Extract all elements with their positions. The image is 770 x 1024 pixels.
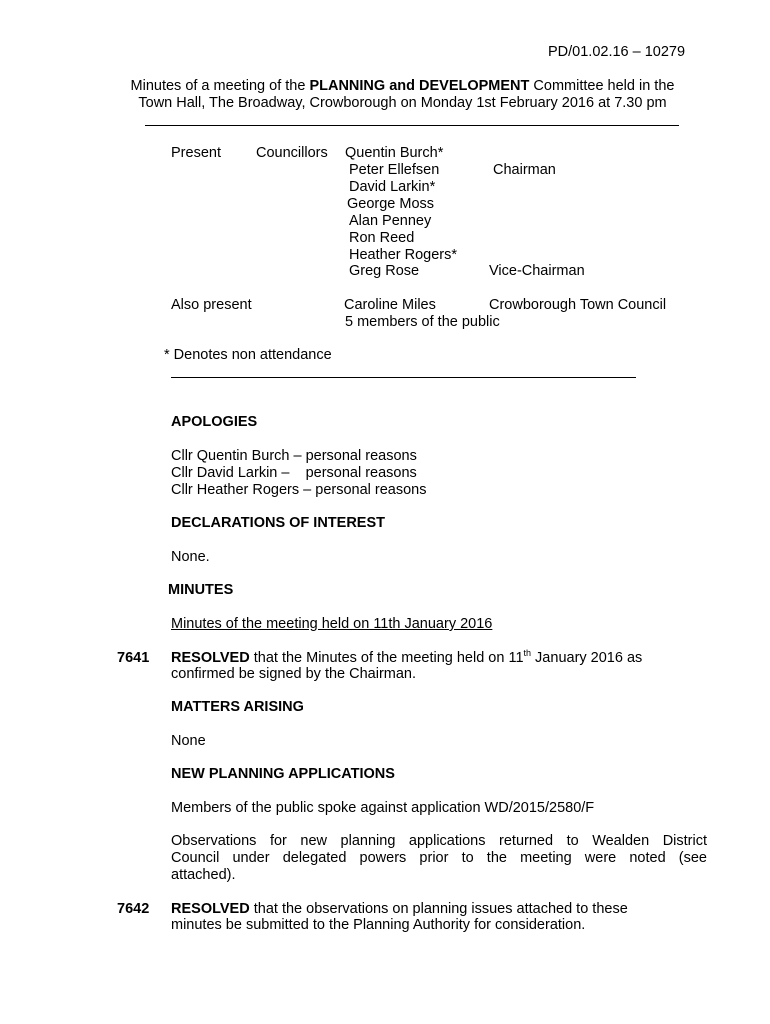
minutes-heading: MINUTES: [168, 582, 234, 598]
resolution-text: January 2016 as: [531, 650, 643, 666]
matters-arising-heading: MATTERS ARISING: [171, 699, 304, 715]
resolution-text-line2: minutes be submitted to the Planning Authority for consideration.: [171, 917, 586, 933]
item-number: 7641: [117, 650, 150, 666]
member-name: Ron Reed: [349, 230, 415, 246]
member-name: Heather Rogers*: [349, 247, 457, 263]
document-title: [0, 78, 770, 94]
attendance-note: * Denotes non attendance: [164, 347, 332, 363]
member-name: George Moss: [347, 196, 435, 212]
officer-organisation: Crowborough Town Council: [489, 297, 667, 313]
matters-arising-text: None: [171, 733, 206, 749]
ordinal-suffix: th: [523, 648, 532, 658]
member-name: Greg Rose: [349, 263, 420, 279]
committee-name: PLANNING and DEVELOPMENT: [309, 78, 530, 94]
member-role: Vice-Chairman: [489, 263, 585, 279]
officer-name: Caroline Miles: [344, 297, 436, 313]
member-name: Quentin Burch*: [345, 145, 444, 161]
document-reference: PD/01.02.16 – 10279: [548, 44, 686, 60]
item-number: 7642: [117, 901, 150, 917]
also-present-label: Also present: [171, 297, 252, 313]
declarations-text: None.: [171, 549, 210, 565]
member-name: Peter Ellefsen: [349, 162, 440, 178]
resolved-label: RESOLVED: [171, 901, 250, 917]
minutes-subheading: Minutes of the meeting held on 11th January 2016: [171, 616, 493, 632]
resolution-text: that the observations on planning issues attached to these: [249, 901, 628, 917]
planning-heading: NEW PLANNING APPLICATIONS: [171, 766, 395, 782]
public-objection-text: Members of the public spoke against application WD/2015/2580/F: [171, 800, 595, 816]
declarations-heading: DECLARATIONS OF INTEREST: [171, 515, 386, 531]
member-name: Alan Penney: [349, 213, 432, 229]
present-label: Present: [171, 145, 221, 161]
attendance-divider: [171, 377, 636, 378]
apology-line: Cllr Quentin Burch – personal reasons: [171, 448, 417, 464]
member-name: David Larkin*: [349, 179, 436, 195]
title-divider: [145, 125, 679, 126]
observations-line: Observations for new planning applications returned to Wealden District: [171, 833, 707, 849]
apology-line: Cllr Heather Rogers – personal reasons: [171, 482, 427, 498]
resolution-text: that the Minutes of the meeting held on 11: [249, 650, 524, 666]
councillors-label: Councillors: [256, 145, 328, 161]
member-role: Chairman: [493, 162, 556, 178]
title-prefix: Minutes of a meeting of the: [130, 78, 310, 94]
title-suffix: Committee held in the: [529, 78, 675, 94]
apologies-heading: APOLOGIES: [171, 414, 258, 430]
resolved-label: RESOLVED: [171, 650, 250, 666]
planning-resolution: [171, 901, 628, 917]
apology-line: Cllr David Larkin – personal reasons: [171, 465, 417, 481]
observations-line: attached).: [171, 867, 236, 883]
meeting-details: Town Hall, The Broadway, Crowborough on Monday 1st February 2016 at 7.30 pm: [138, 95, 667, 111]
observations-line: Council under delegated powers prior to the meeting were noted (see: [171, 850, 707, 866]
public-attendance: 5 members of the public: [345, 314, 500, 330]
minutes-resolution: [171, 650, 642, 666]
resolution-text-line2: confirmed be signed by the Chairman.: [171, 666, 417, 682]
